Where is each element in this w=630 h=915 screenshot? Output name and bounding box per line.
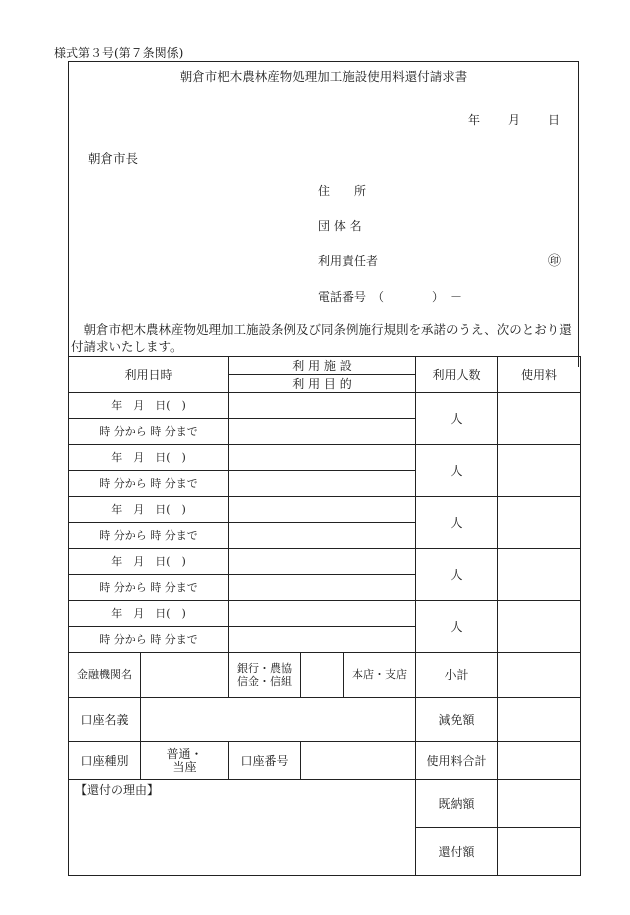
- responsible-person-label: 利用責任者: [318, 254, 379, 268]
- row-4-purpose[interactable]: [229, 575, 416, 601]
- subtotal-label: 小計: [416, 653, 498, 698]
- row-2-date[interactable]: 年 月 日( ): [69, 445, 229, 471]
- row-5-persons[interactable]: 人: [416, 601, 498, 653]
- group-name-label: 団 体 名: [318, 219, 362, 233]
- header-persons: 利用人数: [416, 357, 498, 393]
- row-1-purpose[interactable]: [229, 419, 416, 445]
- header-purpose: 利 用 目 的: [229, 375, 416, 393]
- row-4-persons[interactable]: 人: [416, 549, 498, 601]
- address-label: 住 所: [318, 184, 367, 198]
- exemption-label: 減免額: [416, 698, 498, 742]
- seal-mark: ㊞: [548, 254, 562, 269]
- row-5-facility[interactable]: [229, 601, 416, 627]
- account-number-label: 口座番号: [229, 742, 301, 780]
- row-1-facility[interactable]: [229, 393, 416, 419]
- header-datetime: 利用日時: [69, 357, 229, 393]
- account-name-label: 口座名義: [69, 698, 141, 742]
- refund-reason-label: 【還付の理由】: [75, 783, 160, 797]
- row-4-fee[interactable]: [498, 549, 581, 601]
- bank-types: [229, 653, 301, 698]
- row-1-time[interactable]: 時 分から 時 分まで: [69, 419, 229, 445]
- row-3-purpose[interactable]: [229, 523, 416, 549]
- branch-label: 本店・支店: [344, 653, 416, 698]
- bank-types-line-2: 信金・信組: [237, 675, 293, 688]
- bank-types-line-1: 銀行・農協: [237, 662, 293, 675]
- account-number-field[interactable]: [301, 742, 416, 780]
- fee-total-field[interactable]: [498, 742, 581, 780]
- phone-label: 電話番号 （ ） －: [318, 290, 463, 304]
- refund-reason-box[interactable]: [69, 780, 416, 876]
- account-name-field[interactable]: [141, 698, 416, 742]
- paid-amount-label: 既納額: [416, 780, 498, 828]
- bank-institution-field[interactable]: [141, 653, 229, 698]
- row-5-fee[interactable]: [498, 601, 581, 653]
- form-number: 様式第３号(第７条関係): [54, 46, 184, 60]
- row-2-persons[interactable]: 人: [416, 445, 498, 497]
- account-kind-line-1: 普通・: [166, 746, 203, 761]
- body-text: 朝倉市杷木農林産物処理加工施設条例及び同条例施行規則を承諾のうえ、次のとおり還付請求いたします。: [71, 322, 572, 354]
- refund-amount-field[interactable]: [498, 828, 581, 876]
- date-day: 日: [548, 113, 561, 127]
- subtotal-field[interactable]: [498, 653, 581, 698]
- row-4-time[interactable]: 時 分から 時 分まで: [69, 575, 229, 601]
- account-type-label: 口座種別: [69, 742, 141, 780]
- bank-institution-label: 金融機関名: [69, 653, 141, 698]
- date-year: 年: [468, 113, 481, 127]
- row-5-purpose[interactable]: [229, 627, 416, 653]
- fee-total-label: 使用料合計: [416, 742, 498, 780]
- row-3-date[interactable]: 年 月 日( ): [69, 497, 229, 523]
- row-2-purpose[interactable]: [229, 471, 416, 497]
- row-1-date[interactable]: 年 月 日( ): [69, 393, 229, 419]
- row-3-facility[interactable]: [229, 497, 416, 523]
- account-kind-line-2: 当座: [172, 759, 197, 774]
- row-1-fee[interactable]: [498, 393, 581, 445]
- refund-amount-label: 還付額: [416, 828, 498, 876]
- header-fee: 使用料: [498, 357, 581, 393]
- date-month: 月: [508, 113, 521, 127]
- addressee: 朝倉市長: [88, 151, 139, 166]
- paid-amount-field[interactable]: [498, 780, 581, 828]
- header-facility: 利 用 施 設: [229, 357, 416, 375]
- row-3-persons[interactable]: 人: [416, 497, 498, 549]
- exemption-field[interactable]: [498, 698, 581, 742]
- row-3-fee[interactable]: [498, 497, 581, 549]
- row-2-fee[interactable]: [498, 445, 581, 497]
- form-title: 朝倉市杷木農林産物処理加工施設使用料還付請求書: [179, 69, 468, 84]
- row-3-time[interactable]: 時 分から 時 分まで: [69, 523, 229, 549]
- row-5-date[interactable]: 年 月 日( ): [69, 601, 229, 627]
- account-kind[interactable]: [141, 742, 229, 780]
- branch-field[interactable]: [301, 653, 344, 698]
- row-2-time[interactable]: 時 分から 時 分まで: [69, 471, 229, 497]
- usage-table: [68, 356, 581, 876]
- row-4-date[interactable]: 年 月 日( ): [69, 549, 229, 575]
- row-4-facility[interactable]: [229, 549, 416, 575]
- row-5-time[interactable]: 時 分から 時 分まで: [69, 627, 229, 653]
- row-1-persons[interactable]: 人: [416, 393, 498, 445]
- row-2-facility[interactable]: [229, 445, 416, 471]
